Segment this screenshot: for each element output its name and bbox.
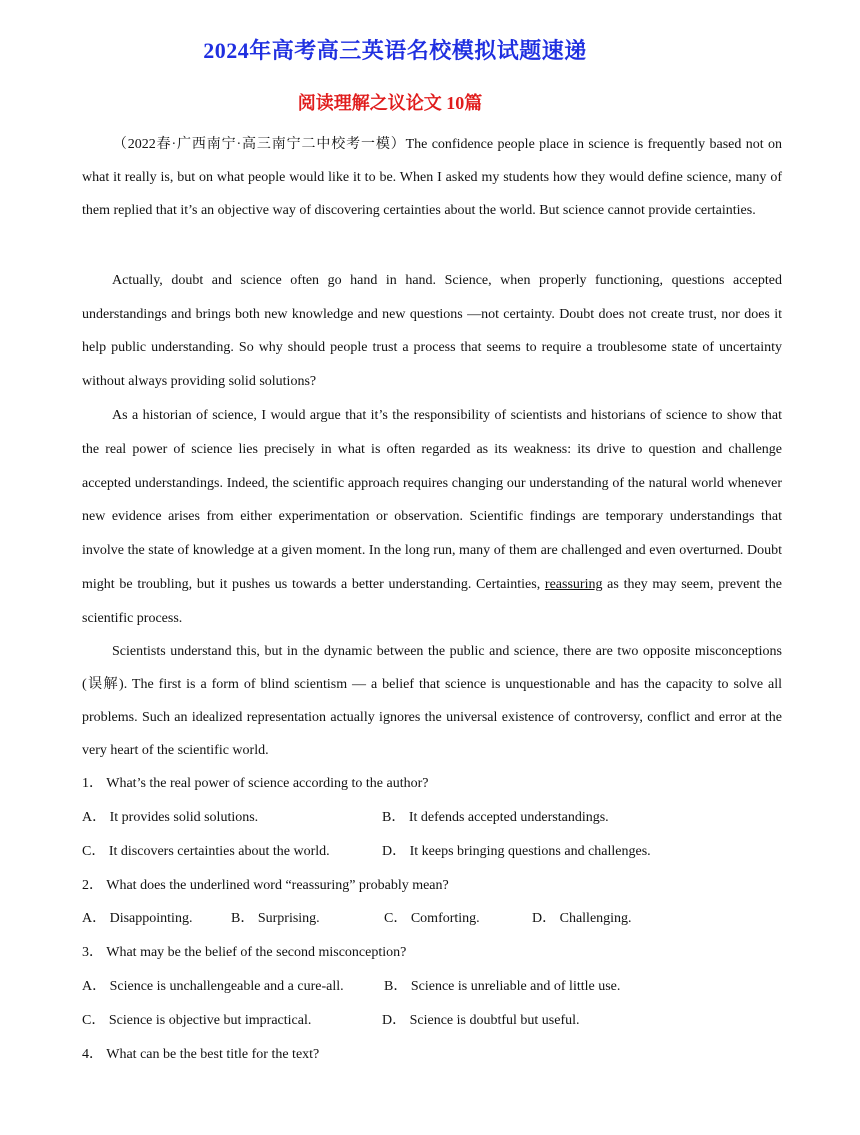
document-subtitle: 阅读理解之议论文 10篇: [297, 93, 483, 113]
question-3-option-d: D． Science is doubtful but useful.: [382, 1013, 580, 1028]
paragraph-3-text: As a historian of science, I would argue that it’s the responsibility of scientists and historians of science to show that the real power of science lies precisely in what is often regarded as its weakness: its drive to question and challenge accepted understandings. Indeed, the scientific approach requires changing our understanding of the natural world whenever new evidence arises from either experimentation or observation. Scientific findings are temporary understandings that involve the state of knowledge at a given moment. In the long run, many of them are challenged and even overturned. Doubt might be troubling, but it pushes us towards a better understanding. Certainties,: [82, 408, 782, 592]
passage-paragraph-2: [82, 264, 782, 398]
passage-source: （2022春·广西南宁·高三南宁二中校考一模）: [112, 137, 406, 152]
passage-paragraph-1: [82, 128, 782, 227]
passage-paragraph-4: [82, 635, 782, 767]
question-3-stem: 3． What may be the belief of the second misconception?: [82, 945, 407, 960]
underlined-word: reassuring: [544, 576, 603, 592]
question-1-option-a: A． It provides solid solutions.: [82, 810, 259, 825]
question-4-stem: 4． What can be the best title for the text?: [82, 1047, 320, 1062]
question-3-option-a: A． Science is unchallengeable and a cure-all.: [82, 979, 344, 994]
question-1-option-c: C． It discovers certainties about the world.: [82, 844, 330, 859]
question-2-option-b: B． Surprising.: [231, 911, 320, 926]
paragraph-2-text: Actually, doubt and science often go hand in hand. Science, when properly functioning, questions accepted understandings and brings both new knowledge and new questions —not certainty. Doubt does not create trust, nor does it help public understanding. So why should people trust a process that seems to require a troublesome state of uncertainty without always providing solid solutions?: [82, 273, 782, 389]
paragraph-4-text: Scientists understand this, but in the dynamic between the public and science, there are two opposite misconceptions (误解). The first is a form of blind scientism — a belief that science is unquestionable and has the capacity to solve all problems. Such an idealized representation actually ignores the universal existence of controversy, conflict and error at the very heart of the scientific world.: [82, 644, 782, 758]
document-title: 2024年高考高三英语名校模拟试题速递: [203, 38, 587, 63]
question-1-option-b: B． It defends accepted understandings.: [382, 810, 609, 825]
question-3-option-b: B． Science is unreliable and of little use.: [384, 979, 621, 994]
question-2-option-a: A． Disappointing.: [82, 911, 193, 926]
question-1-option-d: D． It keeps bringing questions and challenges.: [382, 844, 651, 859]
paragraph-1-text: The confidence people place in science is frequently based not on what it really is, but on what people would like it to be. When I asked my students how they would define science, many of them replied that it’s an objective way of discovering certainties about the world. But science cannot provide certainties.: [82, 137, 782, 218]
question-3-option-c: C． Science is objective but impractical.: [82, 1013, 312, 1028]
question-2-option-d: D． Challenging.: [532, 911, 632, 926]
question-2-option-c: C． Comforting.: [384, 911, 480, 926]
question-2-stem: 2． What does the underlined word “reassuring” probably mean?: [82, 878, 449, 893]
question-1-stem: 1． What’s the real power of science according to the author?: [82, 776, 429, 791]
paragraph-3-text-end: as they may seem, prevent the scientific process.: [82, 576, 782, 626]
passage-paragraph-3: [82, 399, 782, 636]
